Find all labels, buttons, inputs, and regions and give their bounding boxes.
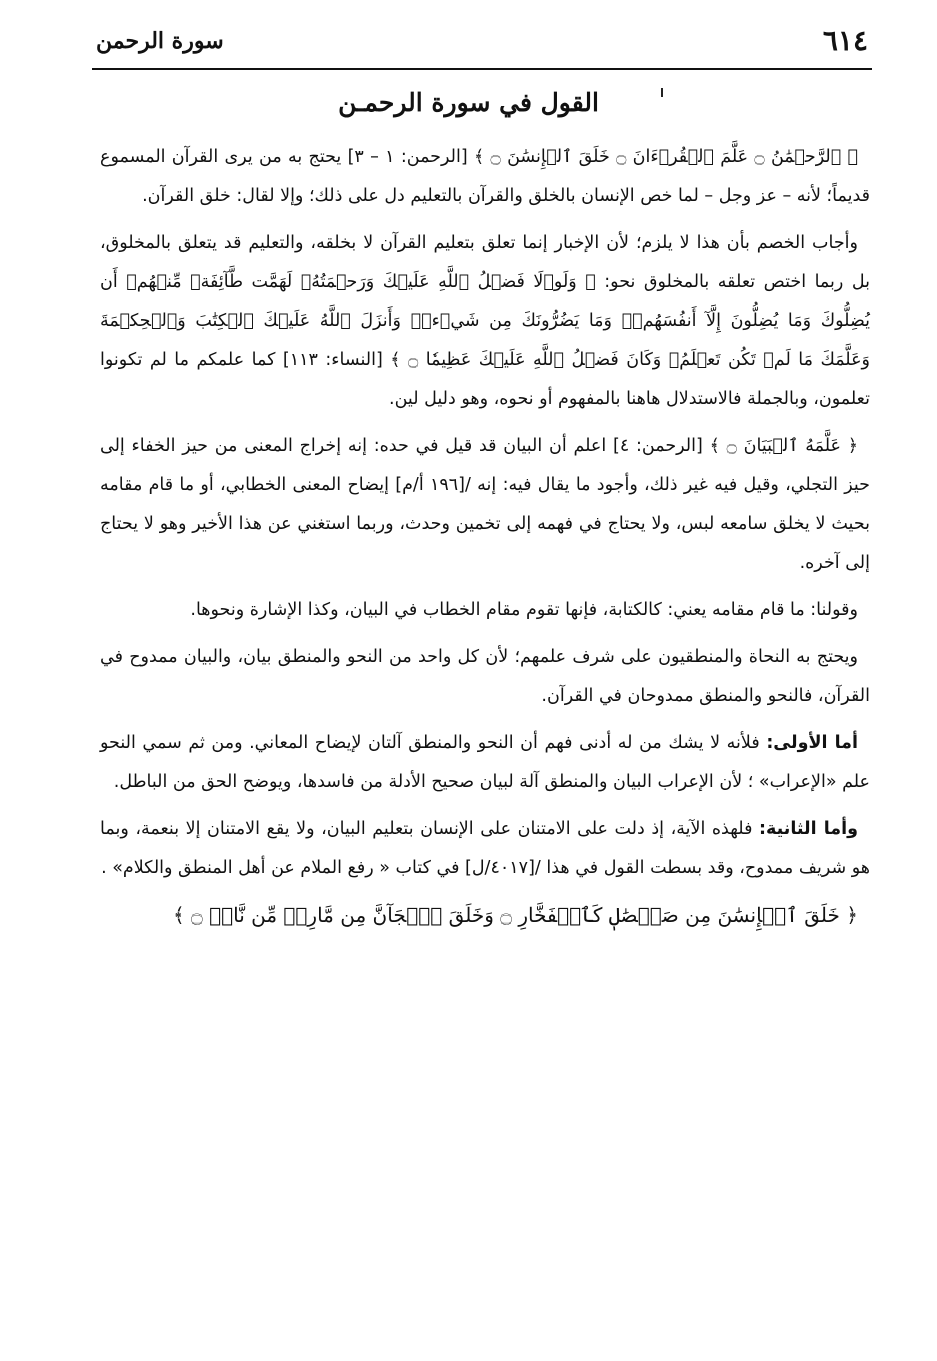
paragraph-3: ﴿ عَلَّمَهُ ٱلۡبَيَانَ ۝ ﴾ [الرحمن: ٤] اعلم أن البيان قد قيل في حده: إنه إخراج المعنى من حيز الخفاء إلى حيز التجلي، وقيل فيه غير ذلك، وأجود ما يقال فيه: إنه /[١٩٦ أ/م] إيضاح المعنى الخطابي، أو ما قام مقامه بحيث لا يخلق سامعه لبس، ولا يحتاج في فهمه إلى تخمين وحدث، وربما استغني عن هذا الأخير وهو لا يحتاج إلى آخره.: [100, 436, 870, 573]
paragraph-6-text: فلأنه لا يشك من له أدنى فهم أن النحو والمنطق آلتان لإيضاح المعاني. ومن ثم سمي النحو علم «الإعراب» ؛ لأن الإعراب البيان والمنطق آلة لبيان صحيح الأدلة من فاسدها، ويوضح الحق من الباطل.: [100, 733, 870, 792]
paragraph-2: وأجاب الخصم بأن هذا لا يلزم؛ لأن الإخبار إنما تعلق بتعليم القرآن لا بخلقه، والتعليم قد يتعلق بالمخلوق، بل ربما اختص تعلقه بالمخلوق نحو: ﴿ وَلَوۡلَا فَضۡلُ ٱللَّهِ عَلَيۡكَ وَرَحۡمَتُهُۥ لَهَمَّت طَّآئِفَةٞ مِّنۡهُمۡ أَن يُضِلُّوكَ وَمَا يُضِلُّونَ إِلَّآ أَنفُسَهُمۡۖ وَمَا يَضُرُّونَكَ مِن شَيۡءٖۚ وَأَنزَلَ ٱللَّهُ عَلَيۡكَ ٱلۡكِتَٰبَ وَٱلۡحِكۡمَةَ وَعَلَّمَكَ مَا لَمۡ تَكُن تَعۡلَمُۚ وَكَانَ فَضۡلُ ٱللَّهِ عَلَيۡكَ عَظِيمٗا ۝ ﴾ [النساء: ١١٣] كما علمكم ما لم تكونوا تعلمون، وبالجملة فالاستدلال هاهنا بالمفهوم أو نحوه، وهو دليل لين.: [100, 233, 870, 409]
running-title: سورة الرحمن: [96, 28, 224, 54]
page-header: [92, 18, 872, 70]
paragraph-1: ﴿ ٱلرَّحۡمَٰنُ ۝ عَلَّمَ ٱلۡقُرۡءَانَ ۝ خَلَقَ ٱلۡإِنسَٰنَ ۝ ﴾ [الرحمن: ١ – ٣] يحتج به من يرى القرآن المسموع قديماً؛ لأنه – عز وجل – لما خص الإنسان بالخلق والقرآن بالتعليم دل على ذلك؛ وإلا لقال: خلق القرآن.: [100, 147, 870, 206]
paragraph-5: ويحتج به النحاة والمنطقيون على شرف علمهم؛ لأن كل واحد من النحو والمنطق بيان، والبيان ممدوح في القرآن، فالنحو والمنطق ممدوحان في القرآن.: [100, 647, 870, 706]
paragraph-6: [100, 724, 870, 802]
paragraph-8-quran-verse: ﴿ خَلَقَ ٱلۡإِنسَٰنَ مِن صَلۡصَٰلٖ كَٱلۡفَخَّارِ ۝ وَخَلَقَ ٱلۡجَآنَّ مِن مَّارِجٖ مِّن نَّارٖ ۝ ﴾: [172, 903, 858, 927]
section-title: القول في سورة الرحمـن: [338, 88, 599, 117]
paragraph-7-text: فلهذه الآية، إذ دلت على الامتنان على الإنسان بتعليم البيان، ولا يقع الامتنان إلا بنعمة، وبما هو شريف ممدوح، وقد بسطت القول في هذا /[٤٠١٧/ل] في كتاب « رفع الملام عن أهل المنطق والكلام» .: [100, 819, 870, 878]
paragraph-7-lead: وأما الثانية:: [759, 819, 858, 839]
body-text: [100, 138, 870, 943]
paragraph-6-lead: أما الأولى:: [766, 733, 858, 753]
paragraph-7: [100, 810, 870, 888]
page-number: ٦١٤: [822, 24, 868, 57]
paragraph-4: وقولنا: ما قام مقامه يعني: كالكتابة، فإنها تقوم مقام الخطاب في البيان، وكذا الإشارة ونحوها.: [190, 600, 858, 620]
